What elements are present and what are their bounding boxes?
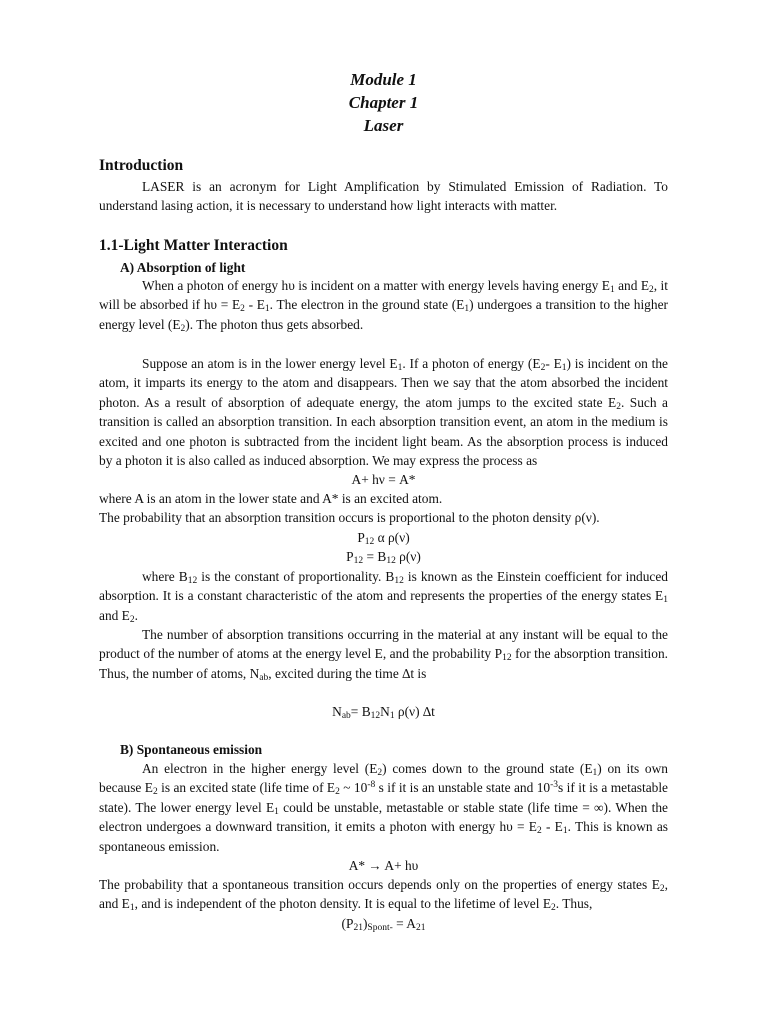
- section-1-1-heading: 1.1-Light Matter Interaction: [99, 237, 288, 254]
- absorption-paragraph-2: Suppose an atom is in the lower energy level $E_1$. If a photon of energy ($E_2-$ $E_1$) is incident on the atom, it imparts its energy to the atom and disappears. Then we say that the atom absorbed the incident photon. As a result of absorption of adequate energy, the atom jumps to the excited state $E_2$. Such a transition is called an absorption transition. In each absorption transition event, an atom in the medium is excited and one photon is subtracted from the incident light beam. As the absorption process is induced by a photon it is also called as induced absorption. We may express the process as: [99, 356, 668, 469]
- spontaneous-paragraph-2: The probability that a spontaneous transition occurs depends only on the properties of energy states $E_2$, and $E_1$, and is independent of the photon density. It is equal to the lifetime of level $E_2$. Thus,: [99, 877, 668, 914]
- document-title: [99, 68, 668, 137]
- equation-spontaneous-probability: $(P_{21})_{Spont-} = A_{21}$: [341, 916, 426, 933]
- equation-absorbed-atoms: $N_{ab}= B_{12}N_1$ ρ(ν) ∆t: [332, 704, 435, 721]
- subsection-a-heading: A) Absorption of light: [120, 260, 246, 275]
- equation-proportionality: $P_{12}$ α ρ(ν): [357, 530, 410, 547]
- equation-absorption: A+ hν = A*: [351, 472, 416, 487]
- title-module: Module 1: [350, 70, 417, 89]
- absorption-paragraph-3: where $B_{12}$ is the constant of proportionality. $B_{12}$ is known as the Einstein coefficient for induced absorption. It is a constant characteristic of the atom and represents the properties of the energy states $E_1$ and $E_2$.: [99, 569, 668, 625]
- equation-spontaneous: A* → A+ hυ: [348, 858, 419, 873]
- introduction-heading: Introduction: [99, 157, 184, 174]
- absorption-probability-line: The probability that an absorption transition occurs is proportional to the photon density ρ(ν).: [99, 510, 600, 525]
- title-chapter: Chapter 1: [348, 93, 419, 112]
- spontaneous-paragraph-1: An electron in the higher energy level $(E_2)$ comes down to the ground state $(E_1)$ on its own because $E_2$ is an excited state (life time of $E_2$ ~ $10^{-8}$ s if it is an unstable state and $10^{-3}s$ if it is a metastable state). The lower energy level $E_1$ could be unstable, metastable or stable state (life time = ∞). When the electron undergoes a downward transition, it emits a photon with energy $h\upsilon = E_2 - E_1$. This is known as spontaneous emission.: [99, 761, 669, 854]
- absorption-paragraph-4: The number of absorption transitions occurring in the material at any instant will be equal to the product of the number of atoms at the energy level E, and the probability $P_{12}$ for the absorption transition. Thus, the number of atoms, $N_{ab}$, excited during the time ∆t is: [99, 627, 668, 683]
- absorption-where-line: where A is an atom in the lower state and A* is an excited atom.: [99, 491, 443, 506]
- absorption-paragraph-1: When a photon of energy hυ is incident on a matter with energy levels having energy $E_1$ and $E_2$, it will be absorbed if $h\upsilon = E_2 - E_1$. The electron in the ground state $(E_1)$ undergoes a transition to the higher energy level $(E_2)$. The photon thus gets absorbed.: [99, 278, 668, 334]
- introduction-paragraph: LASER is an acronym for Light Amplification by Stimulated Emission of Radiation. To understand lasing action, it is necessary to understand how light interacts with matter.: [99, 179, 668, 214]
- subsection-b-heading: B) Spontaneous emission: [120, 742, 263, 757]
- equation-einstein-b12: $P_{12} = B_{12}$ ρ(ν): [346, 549, 421, 566]
- title-topic: Laser: [363, 116, 404, 135]
